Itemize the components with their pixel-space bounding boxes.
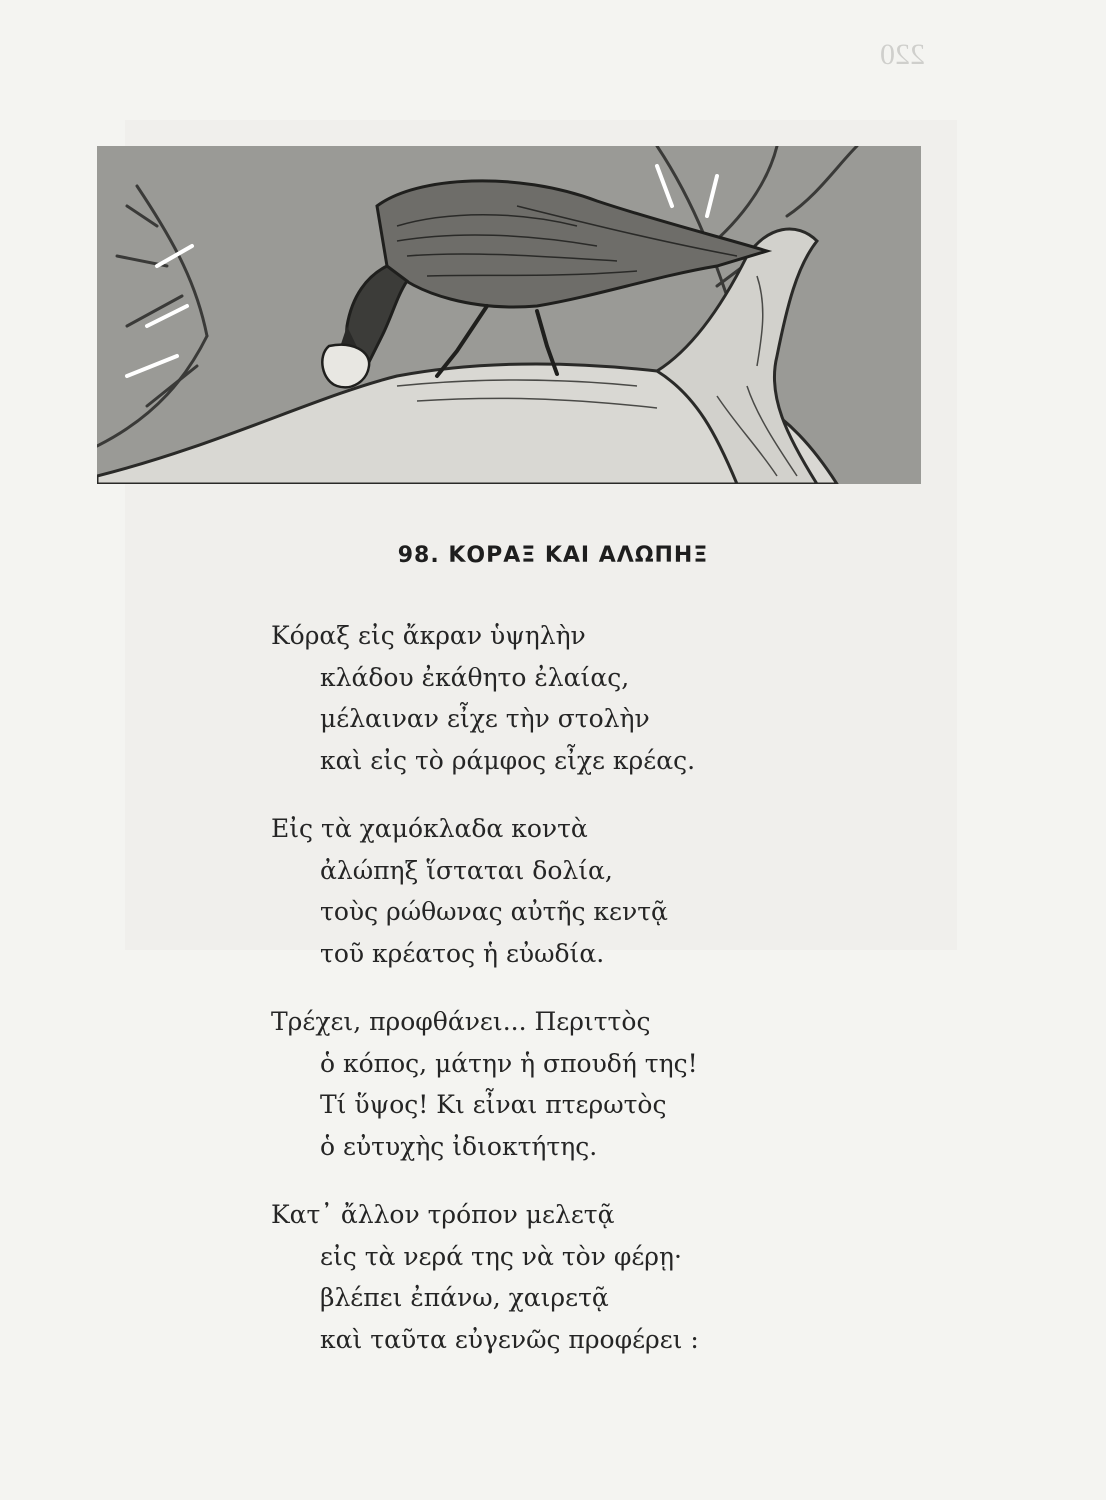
poem-line: βλέπει ἐπάνω, χαιρετᾷ [320, 1283, 609, 1312]
crow-illustration [97, 146, 921, 484]
poem-line: τοὺς ρώθωνας αὐτῆς κεντᾷ [320, 897, 668, 926]
poem [0, 615, 1106, 1387]
poem-line: Τρέχει, προφθάνει... Περιττὸς [271, 1007, 651, 1036]
poem-line: Κόραξ εἰς ἄκραν ὑψηλὴν [271, 621, 586, 650]
poem-line: εἰς τὰ νερά της νὰ τὸν φέρῃ· [320, 1241, 682, 1271]
poem-line: Εἰς τὰ χαμόκλαδα κοντὰ [271, 814, 588, 843]
crow-drawing [97, 146, 921, 484]
poem-line: μέλαιναν εἶχε τὴν στολὴν [320, 704, 650, 733]
poem-line: ὁ κόπος, μάτην ἡ σπουδή της! [320, 1048, 698, 1078]
poem-line: ὁ εὐτυχὴς ἰδιοκτήτης. [320, 1131, 598, 1161]
stanza-4 [0, 1194, 1106, 1360]
stanza-3 [0, 1001, 1106, 1167]
poem-line: Τί ὕψος! Κι εἶναι πτερωτὸς [320, 1090, 667, 1119]
poem-line: τοῦ κρέατος ἡ εὐωδία. [320, 938, 605, 968]
stanza-1 [0, 615, 1106, 781]
poem-line: καὶ εἰς τὸ ράμφος εἶχε κρέας. [320, 745, 696, 775]
page-number: 220 [880, 38, 925, 71]
stanza-2 [0, 808, 1106, 974]
poem-line: Κατ᾽ ἄλλον τρόπον μελετᾷ [271, 1200, 615, 1229]
poem-line: ἀλώπηξ ἵσταται δολία, [320, 855, 613, 885]
poem-line: κλάδου ἐκάθητο ἐλαίας, [320, 662, 630, 692]
poem-line: καὶ ταῦτα εὐγενῶς προφέρει : [320, 1324, 699, 1354]
poem-title: 98. ΚΟΡΑΞ ΚΑΙ ΑΛΩΠΗΞ [397, 543, 709, 568]
